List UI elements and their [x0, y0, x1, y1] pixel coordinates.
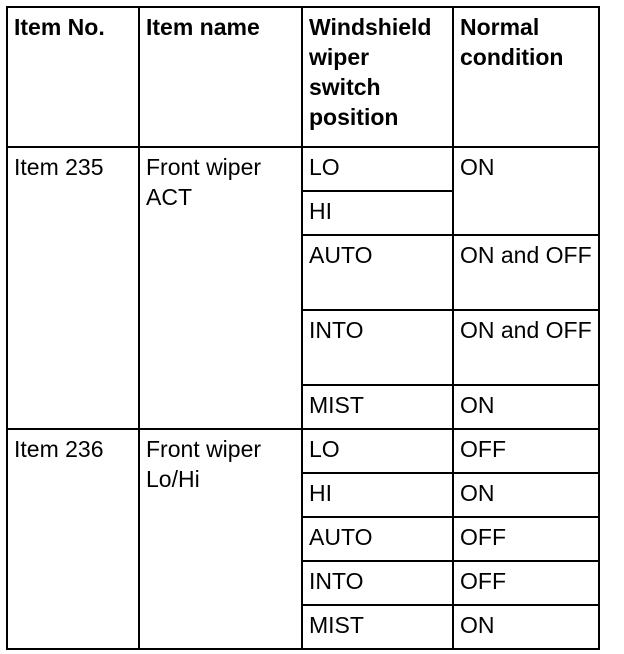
switch-position-cell: AUTO [302, 235, 453, 310]
normal-condition-cell: ON [453, 147, 599, 235]
item-name-cell: Front wiper ACT [139, 147, 302, 429]
item-no-cell: Item 236 [7, 429, 139, 649]
header-normal-condition: Normal condition [453, 7, 599, 147]
switch-position-cell: HI [302, 473, 453, 517]
switch-position-cell: INTO [302, 310, 453, 385]
switch-position-cell: AUTO [302, 517, 453, 561]
normal-condition-cell: OFF [453, 517, 599, 561]
wiper-condition-table [6, 6, 600, 650]
item-name-cell: Front wiper Lo/Hi [139, 429, 302, 649]
normal-condition-cell: ON [453, 605, 599, 649]
condition-table-wrapper [6, 6, 600, 650]
switch-position-cell: LO [302, 147, 453, 191]
normal-condition-cell: ON [453, 385, 599, 429]
switch-position-cell: MIST [302, 605, 453, 649]
normal-condition-cell: ON and OFF [453, 310, 599, 385]
normal-condition-cell: OFF [453, 429, 599, 473]
item-no-cell: Item 235 [7, 147, 139, 429]
switch-position-cell: MIST [302, 385, 453, 429]
table-row [7, 429, 599, 473]
header-switch-position: Windshield wiper switch position [302, 7, 453, 147]
switch-position-cell: HI [302, 191, 453, 235]
normal-condition-cell: OFF [453, 561, 599, 605]
header-row [7, 7, 599, 147]
switch-position-cell: INTO [302, 561, 453, 605]
normal-condition-cell: ON [453, 473, 599, 517]
normal-condition-cell: ON and OFF [453, 235, 599, 310]
switch-position-cell: LO [302, 429, 453, 473]
table-row [7, 147, 599, 191]
header-item-name: Item name [139, 7, 302, 147]
header-item-no: Item No. [7, 7, 139, 147]
